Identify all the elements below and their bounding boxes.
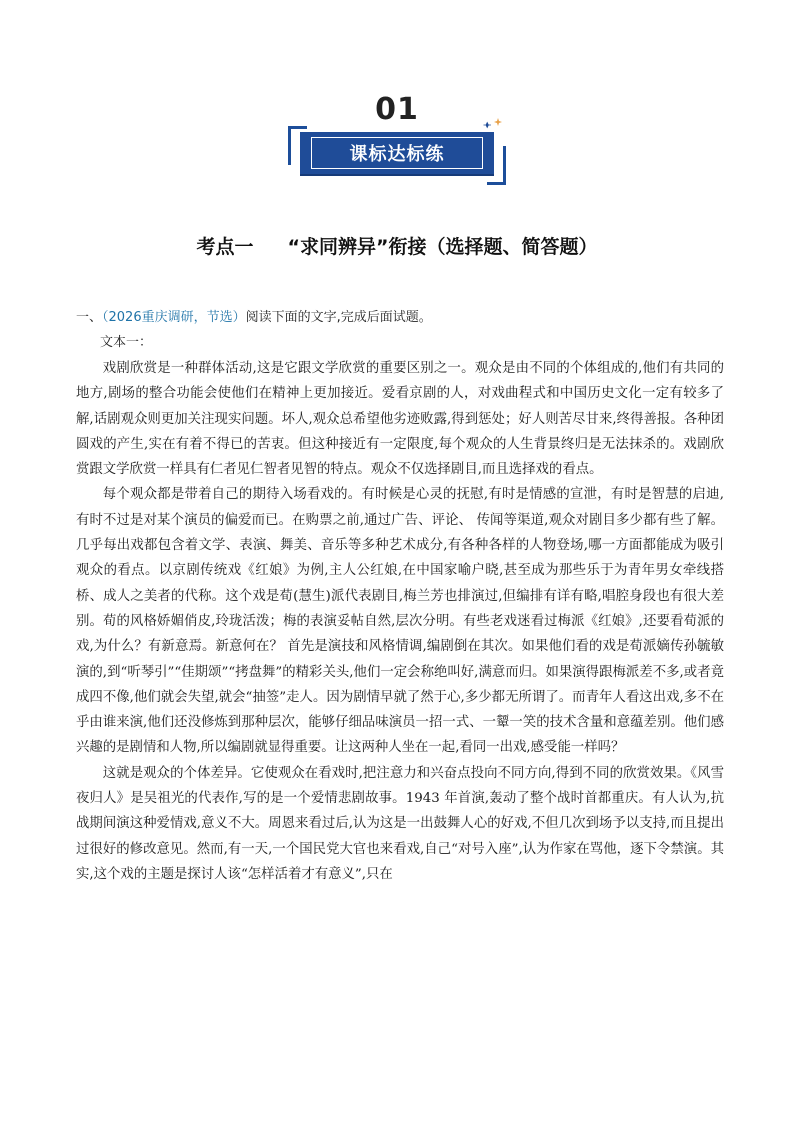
text-label: 文本一： <box>100 335 153 350</box>
question-instruction: 阅读下面的文字,完成后面试题。 <box>245 310 432 325</box>
badge-label: 课标达标练 <box>311 137 483 169</box>
section-badge <box>288 92 506 188</box>
paragraph: 每个观众都是带着自己的期待入场看戏的。有时候是心灵的抚慰,有时是情感的宣泄，有时是智慧的启迪,有时不过是对某个演员的偏爱而已。在购票之前,通过广告、评论、 传闻等渠道,观众对剧目多少都有些了解。几乎每出戏都包含着文学、表演、舞美、音乐等多种艺术成分,有各种各样的人物登场,哪一方面都能成为吸引观众的看点。以京剧传统戏《红娘》为例,主人公红娘,在中国家喻户晓,甚至成为那些乐于为青年男女牵线搭桥、成人之美者的代称。这个戏是荀(慧生)派代表剧目,梅兰芳也排演过,但编排有详有略,唱腔身段也有很大差别。荀的风格娇媚俏皮,玲珑活泼；梅的表演妥帖自然,层次分明。有些老戏迷看过梅派《红娘》,还要看荀派的戏,为什么？有新意焉。新意何在？ 首先是演技和风格情调,编剧倒在其次。如果他们看的戏是荀派嫡传孙毓敏演的,到“听琴引”“佳期颂”“拷盘舞”的精彩关头,他们一定会称绝叫好,满意而归。如果演得跟梅派差不多,或者竟成四不像,他们就会失望,就会“抽签”走人。因为剧情早就了然于心,多少都无所谓了。而青年人看这出戏,多不在乎由谁来演,他们还没修炼到那种层次，能够仔细品味演员一招一式、一颦一笑的技术含量和意蕴差别。他们感兴趣的是剧情和人物,所以编剧就显得重要。让这两种人坐在一起,看同一出戏,感受能一样吗？ <box>76 487 724 756</box>
paragraph: 这就是观众的个体差异。它使观众在看戏时,把注意力和兴奋点投向不同方向,得到不同的欣赏效果。《风雪夜归人》是吴祖光的代表作,写的是一个爱情悲剧故事。1943 年首演,轰动了整个战时首都重庆。有人认为,抗战期间演这种爱情戏,意义不大。周恩来看过后,认为这是一出鼓舞人心的好戏,不但几次到场予以支持,而且提出过很好的修改意见。然而,有一天,一个国民党大官也来看戏,自己“对号入座”,认为作家在骂他，逐下令禁演。其实,这个戏的主题是探讨人该“怎样活着才有意义”,只在 <box>76 765 724 882</box>
badge-box <box>300 132 494 174</box>
badge-number: 01 <box>375 92 419 127</box>
section-title-text: “求同辨异”衔接（选择题、简答题） <box>287 236 598 258</box>
section-prefix: 考点一 <box>196 236 254 258</box>
passage-body <box>76 356 724 887</box>
question-number: 一、 <box>76 310 103 325</box>
question-heading <box>76 306 432 325</box>
section-title <box>0 232 794 259</box>
paragraph: 戏剧欣赏是一种群体活动,这是它跟文学欣赏的重要区别之一。观众是由不同的个体组成的,他们有共同的地方,剧场的整合功能会使他们在精神上更加接近。爱看京剧的人，对戏曲程式和中国历史文化一定有较多了解,话剧观众则更加关注现实问题。坏人,观众总希望他劣迹败露,得到惩处；好人则苦尽甘来,终得善报。各种团圆戏的产生,实在有着不得已的苦衷。但这种接近有一定限度,每个观众的人生背景终归是无法抹杀的。戏剧欣赏跟文学欣赏一样具有仁者见仁智者见智的特点。观众不仅选择剧目,而且选择戏的看点。 <box>76 361 724 478</box>
question-source: （2026重庆调研，节选） <box>102 310 246 325</box>
